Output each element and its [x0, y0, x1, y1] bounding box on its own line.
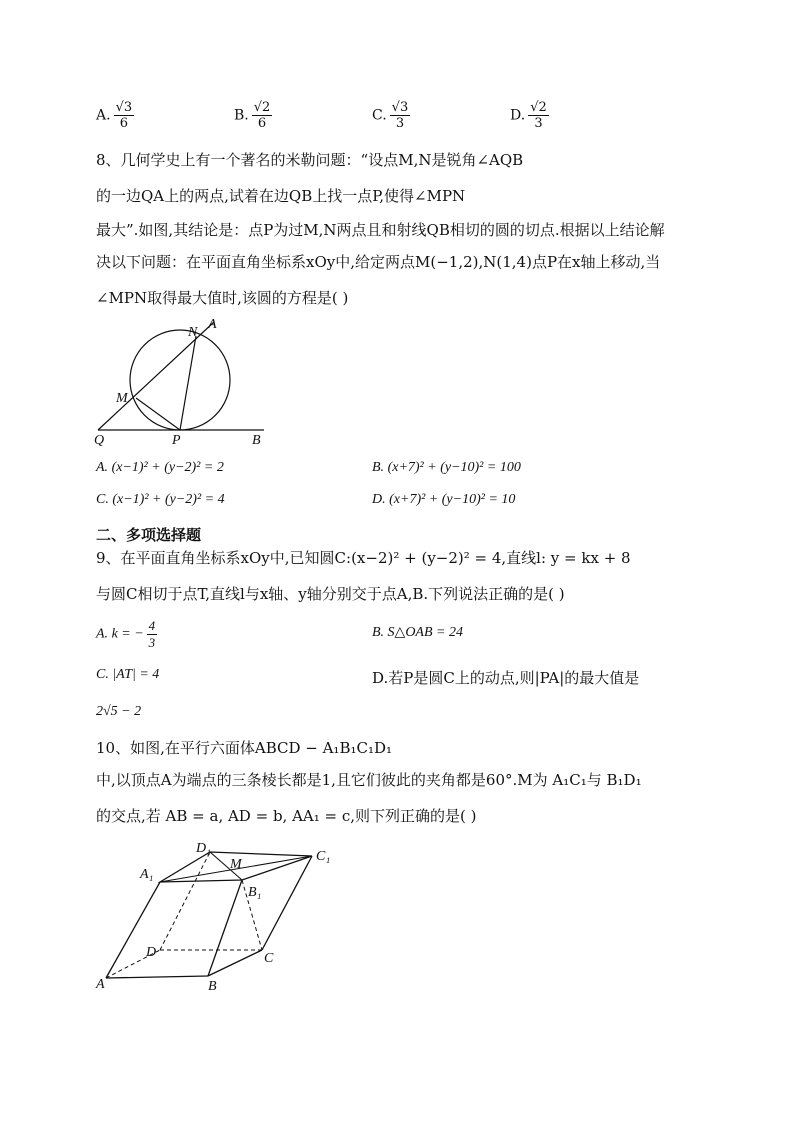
q9-choice-b[interactable]: B. S△OAB = 24 — [372, 625, 463, 640]
q10-stem-line-2: 中,以顶点A为端点的三条棱长都是1,且它们彼此的夹角都是60°.M为 A₁C₁与 B₁D₁ — [96, 771, 642, 789]
q9-choice-d-continued: 2√5 − 2 — [96, 704, 142, 719]
choice-text: k = − — [111, 626, 144, 642]
numerator: √3 — [391, 100, 409, 115]
label-c1: C₁ — [316, 849, 331, 864]
denominator: 3 — [395, 116, 405, 131]
label-a1: A₁ — [140, 867, 154, 882]
fraction — [252, 100, 273, 131]
q8-stem-line-3: 最大”.如图,其结论是：点P为过M,N两点且和射线QB相切的圆的切点.根据以上结论解 — [96, 221, 665, 239]
numerator: √2 — [530, 100, 547, 115]
fraction — [528, 100, 549, 131]
label-b: B — [208, 979, 217, 994]
q8-miller-figure — [86, 316, 286, 448]
q9-stem-line-1: 9、在平面直角坐标系xOy中,已知圆C:(x−2)² + (y−2)² = 4,直线l: y = kx + 8 — [96, 549, 631, 567]
choice-letter: D. — [510, 107, 526, 124]
numerator: √3 — [115, 100, 133, 115]
fraction — [114, 100, 135, 131]
label-b: B — [252, 433, 261, 448]
choice-letter: A. — [96, 107, 111, 124]
q8-choice-d[interactable] — [372, 492, 515, 508]
choice-letter: B. — [372, 460, 385, 475]
q10-stem-line-1: 10、如图,在平行六面体ABCD − A₁B₁C₁D₁ — [96, 739, 393, 757]
q7-choice-b[interactable] — [234, 100, 272, 131]
q7-choice-a[interactable] — [96, 100, 134, 131]
label-m: M — [116, 391, 128, 406]
choice-letter: D. — [372, 492, 386, 507]
choice-text: (x+7)² + (y−10)² = 10 — [389, 492, 516, 507]
denominator: 6 — [257, 116, 267, 131]
label-d1: D₁ — [196, 841, 211, 856]
choice-text: (x−1)² + (y−2)² = 4 — [112, 492, 225, 507]
label-p: P — [172, 433, 181, 448]
q7-choice-d[interactable] — [510, 100, 549, 131]
denominator: 6 — [119, 116, 128, 131]
denominator: 3 — [148, 635, 156, 650]
q8-choice-c[interactable] — [96, 492, 225, 508]
fraction — [390, 100, 411, 131]
choice-letter: A. — [96, 460, 109, 475]
q8-choice-a[interactable] — [96, 460, 224, 476]
label-a: A — [208, 317, 217, 332]
fraction — [147, 618, 158, 651]
label-b1: B₁ — [248, 885, 262, 900]
choice-letter: C. — [372, 107, 387, 124]
choice-letter: B. — [234, 107, 249, 124]
label-m: M — [230, 857, 242, 872]
label-a: A — [96, 977, 105, 992]
label-c: C — [264, 951, 274, 966]
numerator: 4 — [148, 618, 156, 633]
choice-letter: A. — [96, 626, 109, 642]
label-d: D — [146, 945, 157, 960]
q9-stem-line-2: 与圆C相切于点T,直线l与x轴、y轴分别交于点A,B.下列说法正确的是( ) — [96, 585, 565, 603]
edge-ab — [106, 976, 208, 978]
q8-stem-line-4: 决以下问题：在平面直角坐标系xOy中,给定两点M(−1,2),N(1,4)点P在x轴上移动,当 — [96, 253, 661, 271]
numerator: √2 — [253, 100, 271, 115]
choice-letter: C. — [96, 492, 109, 507]
label-q: Q — [94, 433, 105, 448]
q9-choice-c[interactable]: C. |AT| = 4 — [96, 667, 160, 682]
q8-stem-line-2: 的一边QA上的两点,试着在边QB上找一点P,使得∠MPN — [96, 187, 466, 205]
q10-stem-line-3: 的交点,若 AB = a, AD = b, AA₁ = c,则下列正确的是( ) — [96, 807, 477, 825]
q10-parallelepiped-figure — [92, 838, 352, 998]
q8-choice-b[interactable] — [372, 460, 521, 476]
section-heading: 二、多项选择题 — [96, 526, 202, 544]
label-n: N — [188, 325, 198, 340]
q7-choice-c[interactable] — [372, 100, 410, 131]
choice-text: (x+7)² + (y−10)² = 100 — [387, 460, 521, 475]
q9-choice-a[interactable] — [96, 618, 157, 651]
q8-stem-line-1: 8、几何学史上有一个著名的米勒问题：“设点M,N是锐角∠AQB — [96, 151, 524, 169]
tangent-circle — [130, 330, 230, 430]
denominator: 3 — [534, 116, 543, 131]
segment-np — [180, 336, 196, 430]
choice-text: (x−1)² + (y−2)² = 2 — [111, 460, 224, 475]
q9-choice-d[interactable]: D.若P是圆C上的动点,则|PA|的最大值是 — [372, 669, 640, 687]
q8-stem-line-5: ∠MPN取得最大值时,该圆的方程是( ) — [96, 289, 349, 307]
